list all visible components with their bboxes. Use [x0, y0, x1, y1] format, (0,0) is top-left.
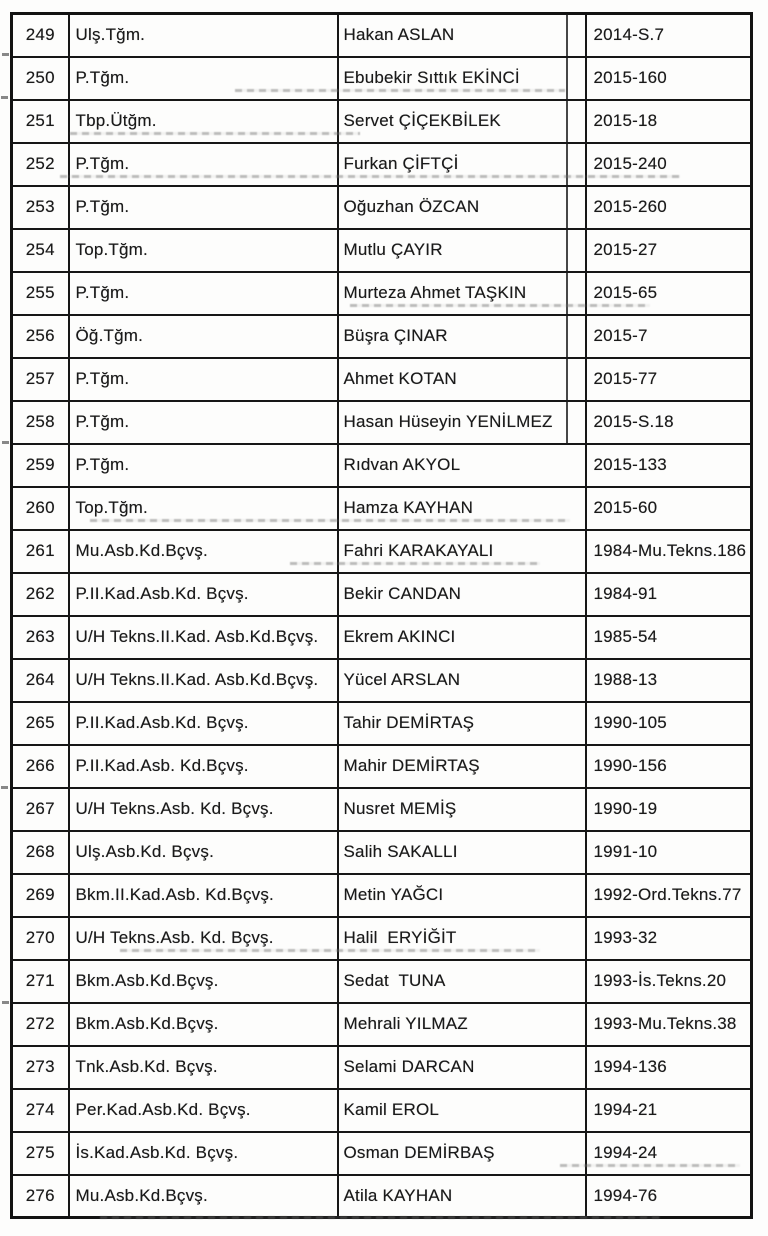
- table-row: [12, 745, 752, 788]
- row-number-cell: 275: [12, 1132, 69, 1175]
- table-row: [12, 874, 752, 917]
- row-number-cell: 262: [12, 573, 69, 616]
- code-cell: 1990-156: [586, 745, 752, 788]
- name-cell: Osman DEMİRBAŞ: [338, 1132, 586, 1175]
- name-cell: Halil ERYİĞİT: [338, 917, 586, 960]
- name-cell: Yücel ARSLAN: [338, 659, 586, 702]
- table-row: [12, 702, 752, 745]
- table-row: [12, 1046, 752, 1089]
- scan-artifact-tick: [2, 1001, 9, 1004]
- code-cell: 1984-Mu.Tekns.186: [586, 530, 752, 573]
- table-row: [12, 1003, 752, 1046]
- rank-cell: Bkm.Asb.Kd.Bçvş.: [69, 1003, 338, 1046]
- row-number-cell: 270: [12, 917, 69, 960]
- rank-cell: P.Tğm.: [69, 444, 338, 487]
- row-number-cell: 268: [12, 831, 69, 874]
- rank-cell: P.Tğm.: [69, 401, 338, 444]
- rank-cell: Top.Tğm.: [69, 229, 338, 272]
- name-cell: Büşra ÇINAR: [338, 315, 586, 358]
- rank-cell: U/H Tekns.Asb. Kd. Bçvş.: [69, 917, 338, 960]
- rank-cell: Tnk.Asb.Kd. Bçvş.: [69, 1046, 338, 1089]
- code-cell: 1990-105: [586, 702, 752, 745]
- code-cell: 2015-27: [586, 229, 752, 272]
- name-cell: Tahir DEMİRTAŞ: [338, 702, 586, 745]
- table-row: [12, 186, 752, 229]
- name-cell: Ebubekir Sıttık EKİNCİ: [338, 57, 586, 100]
- rank-cell: U/H Tekns.Asb. Kd. Bçvş.: [69, 788, 338, 831]
- rank-cell: P.Tğm.: [69, 143, 338, 186]
- table-body: [12, 14, 752, 1218]
- code-cell: 2015-240: [586, 143, 752, 186]
- name-cell: Sedat TUNA: [338, 960, 586, 1003]
- code-cell: 2015-160: [586, 57, 752, 100]
- code-cell: 1994-136: [586, 1046, 752, 1089]
- code-cell: 1988-13: [586, 659, 752, 702]
- rank-cell: P.Tğm.: [69, 186, 338, 229]
- rank-cell: Bkm.Asb.Kd.Bçvş.: [69, 960, 338, 1003]
- table-row: [12, 1175, 752, 1218]
- code-cell: 2015-S.18: [586, 401, 752, 444]
- table-row: [12, 57, 752, 100]
- rank-cell: Ulş.Tğm.: [69, 14, 338, 57]
- rank-cell: U/H Tekns.II.Kad. Asb.Kd.Bçvş.: [69, 659, 338, 702]
- name-cell: Metin YAĞCI: [338, 874, 586, 917]
- code-cell: 2014-S.7: [586, 14, 752, 57]
- name-cell: Oğuzhan ÖZCAN: [338, 186, 586, 229]
- row-number-cell: 274: [12, 1089, 69, 1132]
- table-row: [12, 616, 752, 659]
- rank-cell: P.Tğm.: [69, 57, 338, 100]
- code-cell: 1994-21: [586, 1089, 752, 1132]
- row-number-cell: 265: [12, 702, 69, 745]
- code-cell: 2015-77: [586, 358, 752, 401]
- code-cell: 1994-76: [586, 1175, 752, 1218]
- table-row: [12, 960, 752, 1003]
- name-cell: Bekir CANDAN: [338, 573, 586, 616]
- table-row: [12, 1089, 752, 1132]
- name-cell: Hakan ASLAN: [338, 14, 586, 57]
- code-cell: 1993-Mu.Tekns.38: [586, 1003, 752, 1046]
- name-cell: Mahir DEMİRTAŞ: [338, 745, 586, 788]
- row-number-cell: 267: [12, 788, 69, 831]
- row-number-cell: 256: [12, 315, 69, 358]
- row-number-cell: 263: [12, 616, 69, 659]
- rank-cell: Top.Tğm.: [69, 487, 338, 530]
- row-number-cell: 273: [12, 1046, 69, 1089]
- table-row: [12, 272, 752, 315]
- name-cell: Atila KAYHAN: [338, 1175, 586, 1218]
- name-cell: Rıdvan AKYOL: [338, 444, 586, 487]
- name-cell: Fahri KARAKAYALI: [338, 530, 586, 573]
- table-row: [12, 1132, 752, 1175]
- name-cell: Hamza KAYHAN: [338, 487, 586, 530]
- table-row: [12, 831, 752, 874]
- rank-cell: P.II.Kad.Asb. Kd.Bçvş.: [69, 745, 338, 788]
- row-number-cell: 253: [12, 186, 69, 229]
- name-cell: Kamil EROL: [338, 1089, 586, 1132]
- row-number-cell: 255: [12, 272, 69, 315]
- code-cell: 1985-54: [586, 616, 752, 659]
- row-number-cell: 272: [12, 1003, 69, 1046]
- rank-cell: Mu.Asb.Kd.Bçvş.: [69, 530, 338, 573]
- code-cell: 2015-7: [586, 315, 752, 358]
- row-number-cell: 276: [12, 1175, 69, 1218]
- rank-cell: P.Tğm.: [69, 272, 338, 315]
- scan-artifact-tick: [1, 786, 8, 789]
- name-cell: Mehrali YILMAZ: [338, 1003, 586, 1046]
- table-row: [12, 100, 752, 143]
- row-number-cell: 260: [12, 487, 69, 530]
- code-cell: 1993-32: [586, 917, 752, 960]
- rank-cell: İs.Kad.Asb.Kd. Bçvş.: [69, 1132, 338, 1175]
- table-row: [12, 14, 752, 57]
- table-row: [12, 530, 752, 573]
- rank-cell: Öğ.Tğm.: [69, 315, 338, 358]
- code-cell: 1984-91: [586, 573, 752, 616]
- name-cell: Ahmet KOTAN: [338, 358, 586, 401]
- table-row: [12, 487, 752, 530]
- table-row: [12, 315, 752, 358]
- table-row: [12, 143, 752, 186]
- row-number-cell: 269: [12, 874, 69, 917]
- row-number-cell: 250: [12, 57, 69, 100]
- row-number-cell: 257: [12, 358, 69, 401]
- name-cell: Salih SAKALLI: [338, 831, 586, 874]
- name-cell: Mutlu ÇAYIR: [338, 229, 586, 272]
- name-cell: Furkan ÇİFTÇİ: [338, 143, 586, 186]
- row-number-cell: 259: [12, 444, 69, 487]
- table-row: [12, 229, 752, 272]
- name-cell: Hasan Hüseyin YENİLMEZ: [338, 401, 586, 444]
- table-row: [12, 573, 752, 616]
- row-number-cell: 254: [12, 229, 69, 272]
- rank-cell: Bkm.II.Kad.Asb. Kd.Bçvş.: [69, 874, 338, 917]
- name-cell: Ekrem AKINCI: [338, 616, 586, 659]
- name-cell: Servet ÇİÇEKBİLEK: [338, 100, 586, 143]
- rank-cell: P.II.Kad.Asb.Kd. Bçvş.: [69, 573, 338, 616]
- personnel-table: [10, 12, 753, 1219]
- scan-artifact-tick: [2, 53, 9, 56]
- row-number-cell: 252: [12, 143, 69, 186]
- rank-cell: Ulş.Asb.Kd. Bçvş.: [69, 831, 338, 874]
- code-cell: 2015-133: [586, 444, 752, 487]
- rank-cell: P.II.Kad.Asb.Kd. Bçvş.: [69, 702, 338, 745]
- rank-cell: P.Tğm.: [69, 358, 338, 401]
- rank-cell: Mu.Asb.Kd.Bçvş.: [69, 1175, 338, 1218]
- scan-artifact-tick: [1, 96, 8, 99]
- row-number-cell: 264: [12, 659, 69, 702]
- row-number-cell: 249: [12, 14, 69, 57]
- code-cell: 2015-260: [586, 186, 752, 229]
- name-cell: Selami DARCAN: [338, 1046, 586, 1089]
- code-cell: 1991-10: [586, 831, 752, 874]
- code-cell: 1992-Ord.Tekns.77: [586, 874, 752, 917]
- table-row: [12, 917, 752, 960]
- code-cell: 1990-19: [586, 788, 752, 831]
- rank-cell: Per.Kad.Asb.Kd. Bçvş.: [69, 1089, 338, 1132]
- code-cell: 1994-24: [586, 1132, 752, 1175]
- code-cell: 1993-İs.Tekns.20: [586, 960, 752, 1003]
- row-number-cell: 261: [12, 530, 69, 573]
- rank-cell: Tbp.Ütğm.: [69, 100, 338, 143]
- scan-artifact-tick: [2, 441, 9, 444]
- code-cell: 2015-18: [586, 100, 752, 143]
- row-number-cell: 258: [12, 401, 69, 444]
- name-cell: Murteza Ahmet TAŞKIN: [338, 272, 586, 315]
- row-number-cell: 266: [12, 745, 69, 788]
- table-row: [12, 358, 752, 401]
- table-row: [12, 788, 752, 831]
- name-cell: Nusret MEMİŞ: [338, 788, 586, 831]
- row-number-cell: 251: [12, 100, 69, 143]
- table-row: [12, 401, 752, 444]
- code-cell: 2015-60: [586, 487, 752, 530]
- code-cell: 2015-65: [586, 272, 752, 315]
- table-row: [12, 444, 752, 487]
- row-number-cell: 271: [12, 960, 69, 1003]
- table-row: [12, 659, 752, 702]
- rank-cell: U/H Tekns.II.Kad. Asb.Kd.Bçvş.: [69, 616, 338, 659]
